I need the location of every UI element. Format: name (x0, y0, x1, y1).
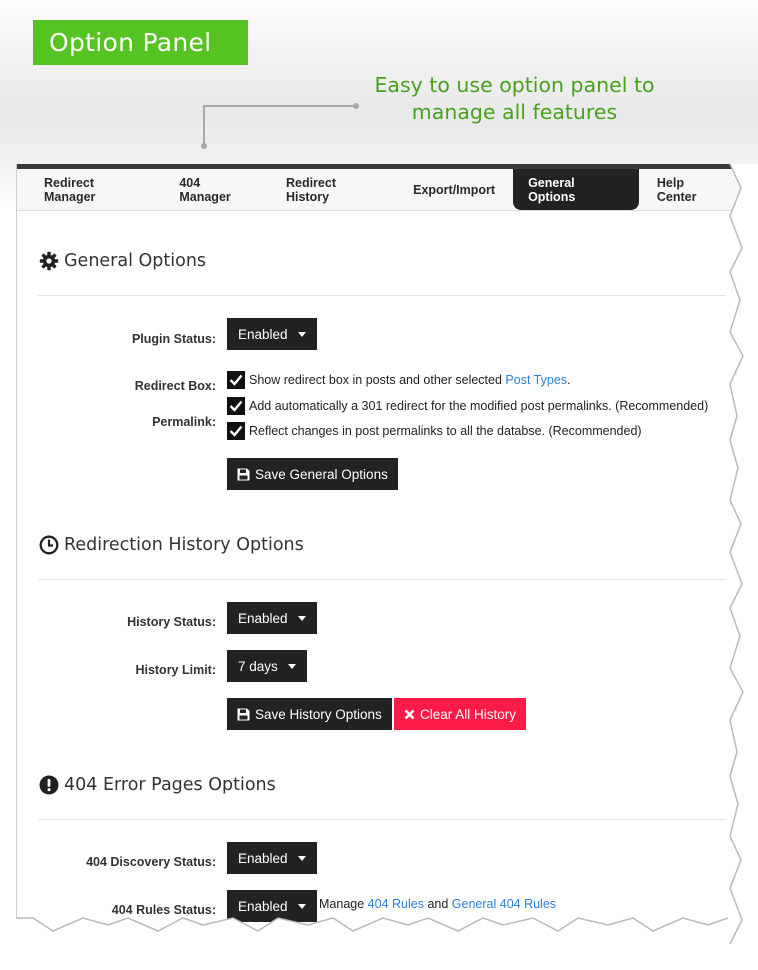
history-limit-value: 7 days (238, 658, 278, 674)
general-404-rules-link[interactable]: General 404 Rules (451, 897, 557, 911)
auto-301-text: Add automatically a 301 redirect for the modified post permalinks. (Recommended) (249, 399, 709, 413)
option-panel-badge: Option Panel (33, 20, 248, 65)
history-options-title: Redirection History Options (64, 535, 304, 555)
callout-line-2: manage all features (411, 100, 618, 124)
404-discovery-value: Enabled (238, 850, 288, 866)
404-options-title: 404 Error Pages Options (64, 775, 276, 795)
feature-callout (372, 72, 657, 126)
plugin-status-label: Plugin Status: (131, 332, 216, 346)
permalink-label: Permalink: (152, 415, 216, 429)
reflect-changes-text: Reflect changes in post permalinks to all the databse. (Recommended) (249, 424, 642, 438)
tab-export-import[interactable]: Export/Import (413, 182, 496, 197)
save-history-options-label: Save History Options (255, 706, 382, 722)
404-rules-value: Enabled (238, 898, 288, 914)
404-rules-link[interactable]: 404 Rules (367, 897, 424, 911)
plugin-status-value: Enabled (238, 326, 288, 342)
404-rules-label: 404 Rules Status: (111, 903, 216, 917)
clear-all-history-label: Clear All History (420, 706, 517, 722)
tab-help-center[interactable]: Help Center (656, 175, 697, 204)
history-limit-label: History Limit: (135, 663, 216, 677)
tab-general-options[interactable]: General Options (513, 169, 639, 210)
redirect-box-label: Redirect Box: (134, 379, 216, 393)
redirect-box-suffix: . (567, 373, 571, 387)
save-general-options-label: Save General Options (255, 466, 388, 482)
callout-leader-line (195, 96, 365, 152)
404-discovery-label: 404 Discovery Status: (86, 855, 216, 869)
tab-redirect-history[interactable]: Redirect History (285, 175, 336, 204)
option-panel (16, 164, 758, 970)
history-status-value: Enabled (238, 610, 288, 626)
tab-redirect-manager[interactable]: Redirect Manager (44, 175, 96, 204)
general-options-title: General Options (64, 251, 207, 271)
torn-paper-edges (16, 164, 758, 970)
history-status-label: History Status: (127, 615, 216, 629)
manage-label: Manage (319, 897, 365, 911)
tab-404-manager[interactable]: 404 Manager (179, 175, 231, 204)
post-types-link[interactable]: Post Types (505, 373, 568, 387)
and-label: and (427, 897, 449, 911)
redirect-box-text: Show redirect box in posts and other selected (249, 373, 502, 387)
callout-line-1: Easy to use option panel to (374, 73, 655, 97)
